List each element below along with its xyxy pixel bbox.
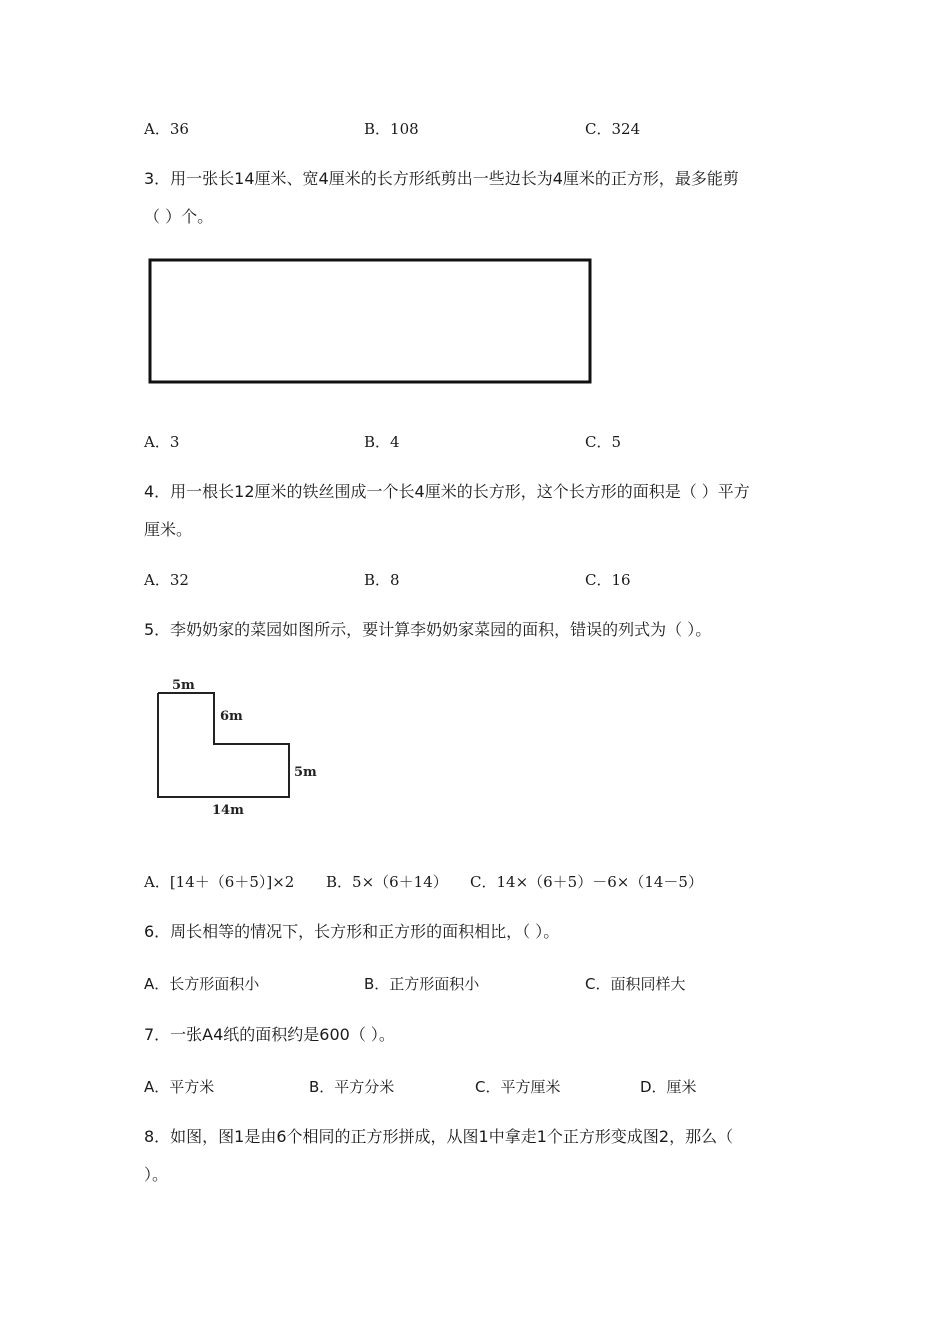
q4-option-a: A．32 — [144, 571, 189, 589]
q4-stem-line2: 厘米。 — [144, 520, 193, 539]
q5-stem-line1: 5．李奶奶家的菜园如图所示，要计算李奶奶家菜园的面积，错误的列式为（ ）。 — [144, 620, 712, 639]
q3-option-b: B．4 — [364, 433, 400, 451]
q4-option-c: C．16 — [585, 571, 631, 589]
q3-paper-rectangle — [150, 260, 590, 382]
q7-stem-line1: 7．一张A4纸的面积约是600（ ）。 — [144, 1025, 395, 1044]
q7-option-a: A．平方米 — [144, 1078, 215, 1096]
q5-garden-figure — [150, 674, 330, 824]
q8-stem-line2: ）。 — [144, 1165, 169, 1184]
q3-stem-line1: 3．用一张长14厘米、宽4厘米的长方形纸剪出一些边长为4厘米的正方形，最多能剪 — [144, 169, 739, 188]
q3-option-c: C．5 — [585, 433, 622, 451]
q2-option-b: B．108 — [364, 120, 419, 138]
q8-stem-line1: 8．如图，图1是由6个相同的正方形拼成，从图1中拿走1个正方形变成图2，那么（ — [144, 1127, 734, 1146]
q5-option-a: A．[14＋（6＋5）]×2 — [144, 873, 295, 891]
q2-option-c: C．324 — [585, 120, 641, 138]
q6-stem-line1: 6．周长相等的情况下，长方形和正方形的面积相比，（ ）。 — [144, 922, 560, 941]
q6-option-a: A．长方形面积小 — [144, 975, 260, 993]
q3-option-a: A．3 — [144, 433, 180, 451]
q6-option-c: C．面积同样大 — [585, 975, 686, 993]
q5-label-inner: 6m — [220, 709, 243, 724]
q5-option-c: C．14×（6＋5）－6×（14－5） — [470, 873, 703, 891]
q3-stem-line2: （ ）个。 — [144, 207, 214, 226]
q7-option-c: C．平方厘米 — [475, 1078, 561, 1096]
q5-label-bottom: 14m — [212, 803, 244, 818]
q5-label-right: 5m — [294, 765, 317, 780]
q5-option-b: B．5×（6＋14） — [326, 873, 448, 891]
q5-label-top: 5m — [172, 678, 195, 693]
q4-option-b: B．8 — [364, 571, 400, 589]
q7-option-b: B．平方分米 — [309, 1078, 395, 1096]
q4-stem-line1: 4．用一根长12厘米的铁丝围成一个长4厘米的长方形，这个长方形的面积是（ ）平方 — [144, 482, 750, 501]
q6-option-b: B．正方形面积小 — [364, 975, 480, 993]
q2-option-a: A．36 — [144, 120, 189, 138]
q3-rectangle-figure — [148, 258, 592, 384]
q7-option-d: D．厘米 — [640, 1078, 697, 1096]
